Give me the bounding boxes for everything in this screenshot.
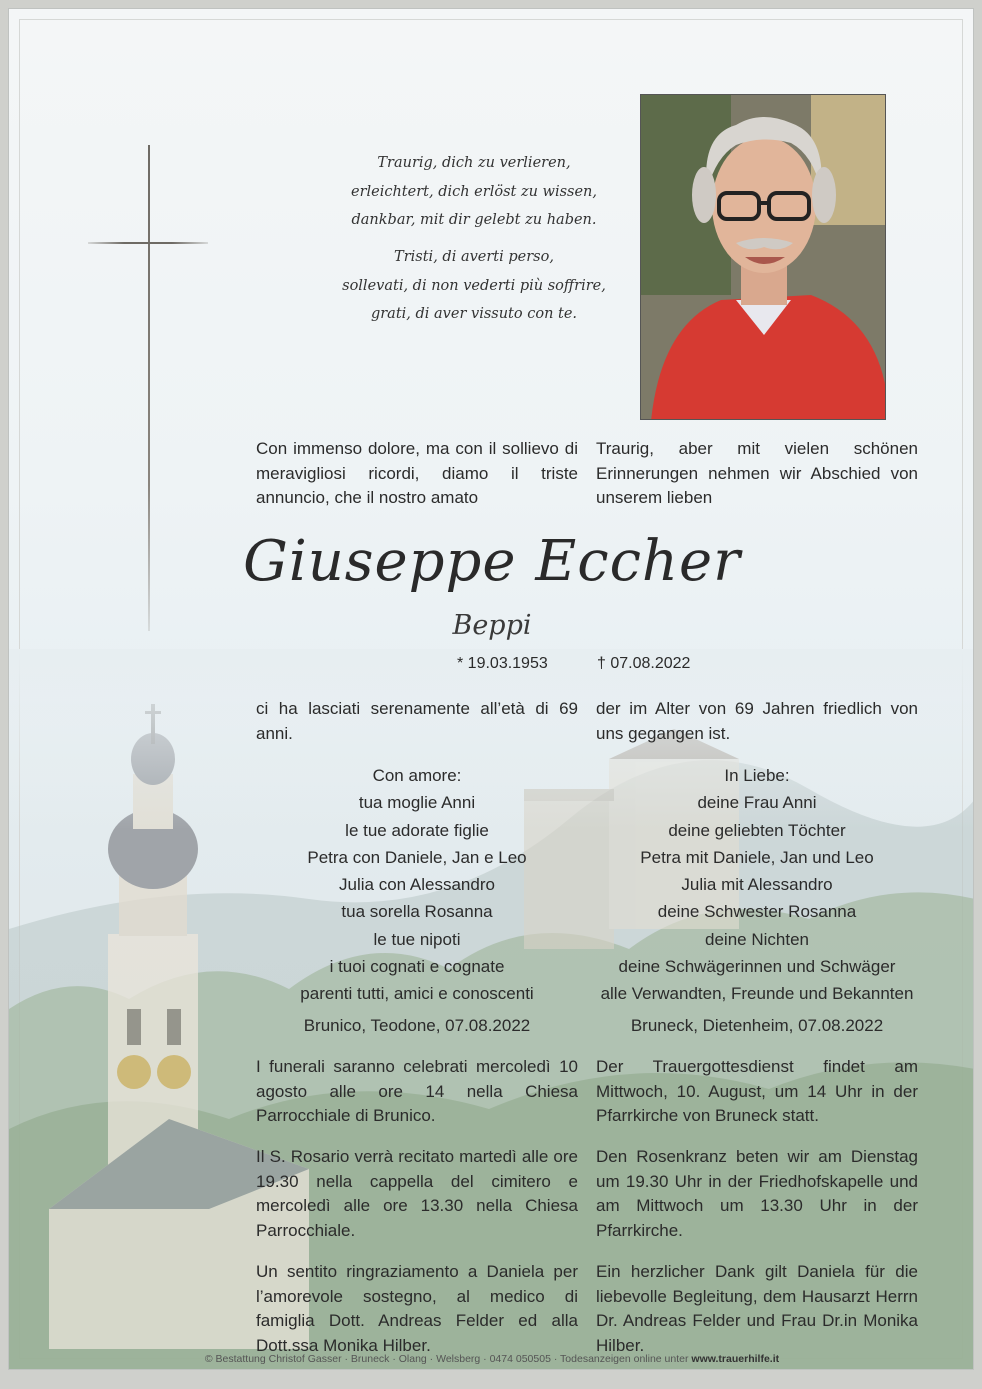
birth-date: * 19.03.1953	[457, 655, 548, 672]
mourner-line: deine Schwägerinnen und Schwäger	[618, 957, 896, 977]
mourner-line: Con amore:	[372, 766, 462, 785]
deceased-nickname: Beppi	[452, 610, 532, 641]
rosary-italian: Il S. Rosario verrà recitato martedì alle ore 19.30 nella cappella del cimitero e mercoledì alle ore 13.30 nella Chiesa Parrocchiale.	[256, 1147, 578, 1240]
obituary-card	[8, 8, 974, 1370]
mourner-line: Julia con Alessandro	[339, 875, 495, 895]
passing-german: der im Alter von 69 Jahren friedlich von uns gegangen ist.	[596, 699, 918, 743]
thanks-german: Ein herzlicher Dank gilt Daniela für die liebevolle Begleitung, dem Hausarzt Herrn Dr. Andreas Felder und Frau Dr.in Monika Hilber.	[596, 1262, 918, 1355]
place-date-italian: Brunico, Teodone, 07.08.2022	[303, 1016, 531, 1035]
mourner-line: alle Verwandten, Freunde und Bekannten	[600, 984, 914, 1004]
poem-line: Tristi, di averti perso,	[394, 249, 554, 265]
footer-text: © Bestattung Christof Gasser · Bruneck · Olang · Welsberg · 0474 050505 · Todesanzeigen online unter	[204, 1353, 689, 1365]
intro-italian: Con immenso dolore, ma con il sollievo di meravigliosi ricordi, diamo il triste annuncio, che il nostro amato	[256, 439, 578, 507]
deceased-name: Giuseppe Eccher	[243, 529, 741, 594]
passing-italian: ci ha lasciati serenamente all’età di 69 anni.	[256, 699, 578, 743]
mourner-line: tua sorella Rosanna	[341, 902, 493, 922]
footer	[9, 1353, 974, 1365]
portrait-photo	[640, 94, 886, 420]
mourner-line: In Liebe:	[724, 766, 790, 785]
funeral-italian: I funerali saranno celebrati mercoledì 10 agosto alle ore 14 nella Chiesa Parrocchiale di Brunico.	[256, 1057, 578, 1125]
mourner-line: le tue adorate figlie	[345, 820, 489, 840]
mourner-line: Julia mit Alessandro	[681, 875, 833, 895]
mourner-line: Petra mit Daniele, Jan und Leo	[640, 847, 874, 867]
death-date: † 07.08.2022	[597, 655, 691, 672]
mourner-line: i tuoi cognati e cognate	[329, 957, 505, 977]
mourner-line: parenti tutti, amici e conoscenti	[300, 984, 534, 1004]
poem-german	[279, 149, 669, 235]
mourners-italian	[256, 762, 578, 1008]
mourner-line: tua moglie Anni	[358, 793, 476, 813]
place-date-german: Bruneck, Dietenheim, 07.08.2022	[630, 1016, 884, 1035]
poem-line: erleichtert, dich erlöst zu wissen,	[350, 183, 597, 200]
footer-link[interactable]: www.trauerhilfe.it	[691, 1353, 780, 1365]
poem-italian	[279, 243, 669, 329]
mourner-line: Petra con Daniele, Jan e Leo	[307, 847, 527, 867]
cross-icon-horizontal	[88, 242, 208, 244]
mourner-line: deine Schwester Rosanna	[657, 902, 857, 922]
funeral-german: Der Trauergottesdienst findet am Mittwoch, 10. August, um 14 Uhr in der Pfarrkirche von Bruneck statt.	[596, 1057, 918, 1125]
rosary-german: Den Rosenkranz beten wir am Dienstag um 19.30 Uhr in der Friedhofskapelle und am Mittwoch um 13.30 Uhr in der Pfarrkirche.	[596, 1147, 918, 1240]
poem-line: Traurig, dich zu verlieren,	[377, 155, 571, 171]
mourner-line: deine Nichten	[705, 929, 809, 949]
mourner-line: le tue nipoti	[373, 929, 461, 949]
thanks-italian: Un sentito ringraziamento a Daniela per l’amorevole sostegno, al medico di famiglia Dott. Andreas Felder ed alla Dott.ssa Monika Hilber.	[256, 1262, 578, 1355]
poem-line: grati, di aver vissuto con te.	[370, 306, 578, 322]
mourner-line: deine Frau Anni	[697, 793, 817, 813]
mourner-line: deine geliebten Töchter	[668, 820, 846, 840]
intro-german: Traurig, aber mit vielen schönen Erinnerungen nehmen wir Abschied von unserem lieben	[596, 439, 918, 507]
portrait-illustration	[641, 95, 886, 420]
mourners-german	[596, 762, 918, 1008]
poem-line: dankbar, mit dir gelebt zu haben.	[351, 212, 597, 228]
poem-line: sollevati, di non vederti più soffrire,	[342, 277, 606, 294]
